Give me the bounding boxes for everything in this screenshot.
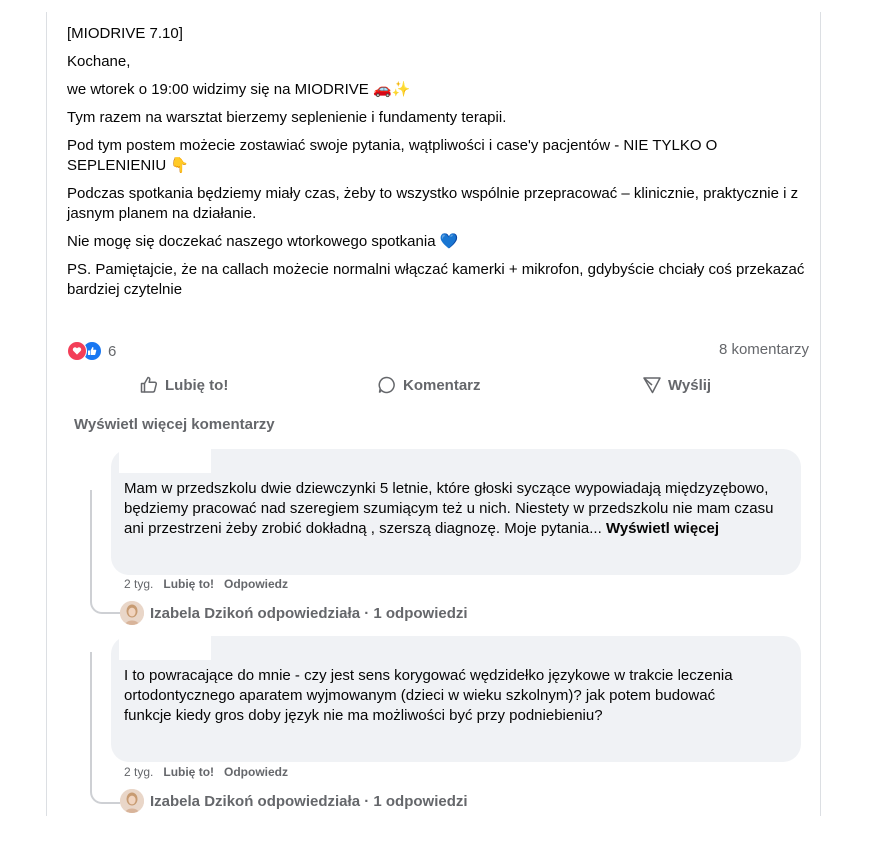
thread-line bbox=[90, 652, 92, 792]
post-line-excited: Nie mogę się doczekać naszego wtorkowego spotkania 💙 bbox=[67, 233, 459, 250]
like-button-label: Lubię to! bbox=[165, 376, 229, 394]
post-line-date: we wtorek o 19:00 widzimy się na MIODRIVE 🚗✨ bbox=[67, 81, 411, 98]
love-reaction-icon bbox=[67, 341, 87, 361]
comment-like-link[interactable]: Lubię to! bbox=[163, 577, 215, 591]
comment-button-label: Komentarz bbox=[403, 376, 481, 394]
post-line-ps: PS. Pamiętajcie, że na callach możecie normalni włączać kamerki + mikrofon, gdybyście chciały coś przekazać bardziej czytelnie bbox=[67, 261, 805, 298]
comment-meta bbox=[124, 577, 288, 591]
speech-bubble-icon bbox=[377, 375, 397, 395]
reactions-summary[interactable] bbox=[67, 341, 116, 361]
comments-count-link[interactable]: 8 komentarzy bbox=[718, 341, 809, 358]
send-icon bbox=[642, 375, 662, 395]
post-line-topic: Tym razem na warsztat bierzemy seplenienie i fundamenty terapii. bbox=[67, 109, 507, 126]
comment-button[interactable] bbox=[377, 372, 481, 398]
comment-reply-link[interactable]: Odpowiedz bbox=[224, 577, 289, 591]
view-replies-link[interactable] bbox=[120, 601, 468, 625]
hidden-author-name bbox=[119, 636, 211, 660]
comment-text-body: Mam w przedszkolu dwie dziewczynki 5 letnie, które głoski syczące wypowiadają międzyzębowo, będziemy pracować nad szeregiem szumiącym też u nich. Niestety w przedszkolu nie mam czasu ani przestrzeni żeby zrobić dokładną , szerszą diagnozę. Moje pytania... bbox=[124, 480, 774, 537]
hidden-author-name bbox=[119, 449, 211, 473]
thread-curve bbox=[90, 598, 120, 614]
send-button-label: Wyślij bbox=[668, 376, 712, 394]
reaction-count: 6 bbox=[108, 342, 117, 360]
comment-meta bbox=[124, 765, 288, 779]
post-body bbox=[67, 24, 812, 308]
thread-curve bbox=[90, 788, 120, 804]
post-stats bbox=[67, 341, 809, 361]
comment-bubble bbox=[111, 449, 801, 575]
comment-text-body: I to powracające do mnie - czy jest sens korygować wędzidełko językowe w trakcie leczenia ortodontycznego aparatem wyjmowanym (dzieci w wieku szkolnym)? jak potem budować funkcje kiedy gros doby język nie ma możliwości być przy podniebieniu? bbox=[124, 667, 733, 724]
feed-border-right bbox=[820, 12, 821, 816]
see-more-link[interactable]: Wyświetl więcej bbox=[605, 520, 720, 537]
comment-time[interactable]: 2 tyg. bbox=[124, 577, 154, 591]
view-more-comments-link[interactable]: Wyświetl więcej komentarzy bbox=[74, 416, 275, 433]
avatar bbox=[120, 789, 144, 813]
feed-border-left bbox=[46, 12, 47, 816]
thumbs-up-icon bbox=[139, 375, 159, 395]
comment-like-link[interactable]: Lubię to! bbox=[163, 765, 215, 779]
reply-summary: Izabela Dzikoń odpowiedziała · 1 odpowiedzi bbox=[150, 792, 468, 810]
like-button[interactable] bbox=[139, 372, 228, 398]
comment-text bbox=[124, 479, 774, 539]
comment-reply-link[interactable]: Odpowiedz bbox=[224, 765, 289, 779]
avatar bbox=[120, 601, 144, 625]
comment-time[interactable]: 2 tyg. bbox=[124, 765, 154, 779]
thread-line bbox=[90, 490, 92, 602]
post-line-greeting: Kochane, bbox=[67, 53, 131, 70]
send-button[interactable] bbox=[642, 372, 711, 398]
comment-bubble bbox=[111, 636, 801, 762]
post-line-questions: Pod tym postem możecie zostawiać swoje pytania, wątpliwości i case'y pacjentów - NIE TYLKO O SEPLENIENIU 👇 bbox=[67, 137, 718, 174]
post-line-meeting: Podczas spotkania będziemy miały czas, żeby to wszystko wspólnie przepracować – klinicznie, praktycznie i z jasnym planem na działanie. bbox=[67, 185, 799, 222]
post-actions bbox=[67, 372, 812, 398]
post-line-title: [MIODRIVE 7.10] bbox=[67, 25, 183, 42]
reply-summary: Izabela Dzikoń odpowiedziała · 1 odpowiedzi bbox=[150, 604, 468, 622]
comment-text bbox=[124, 666, 754, 726]
view-replies-link[interactable] bbox=[120, 789, 468, 813]
